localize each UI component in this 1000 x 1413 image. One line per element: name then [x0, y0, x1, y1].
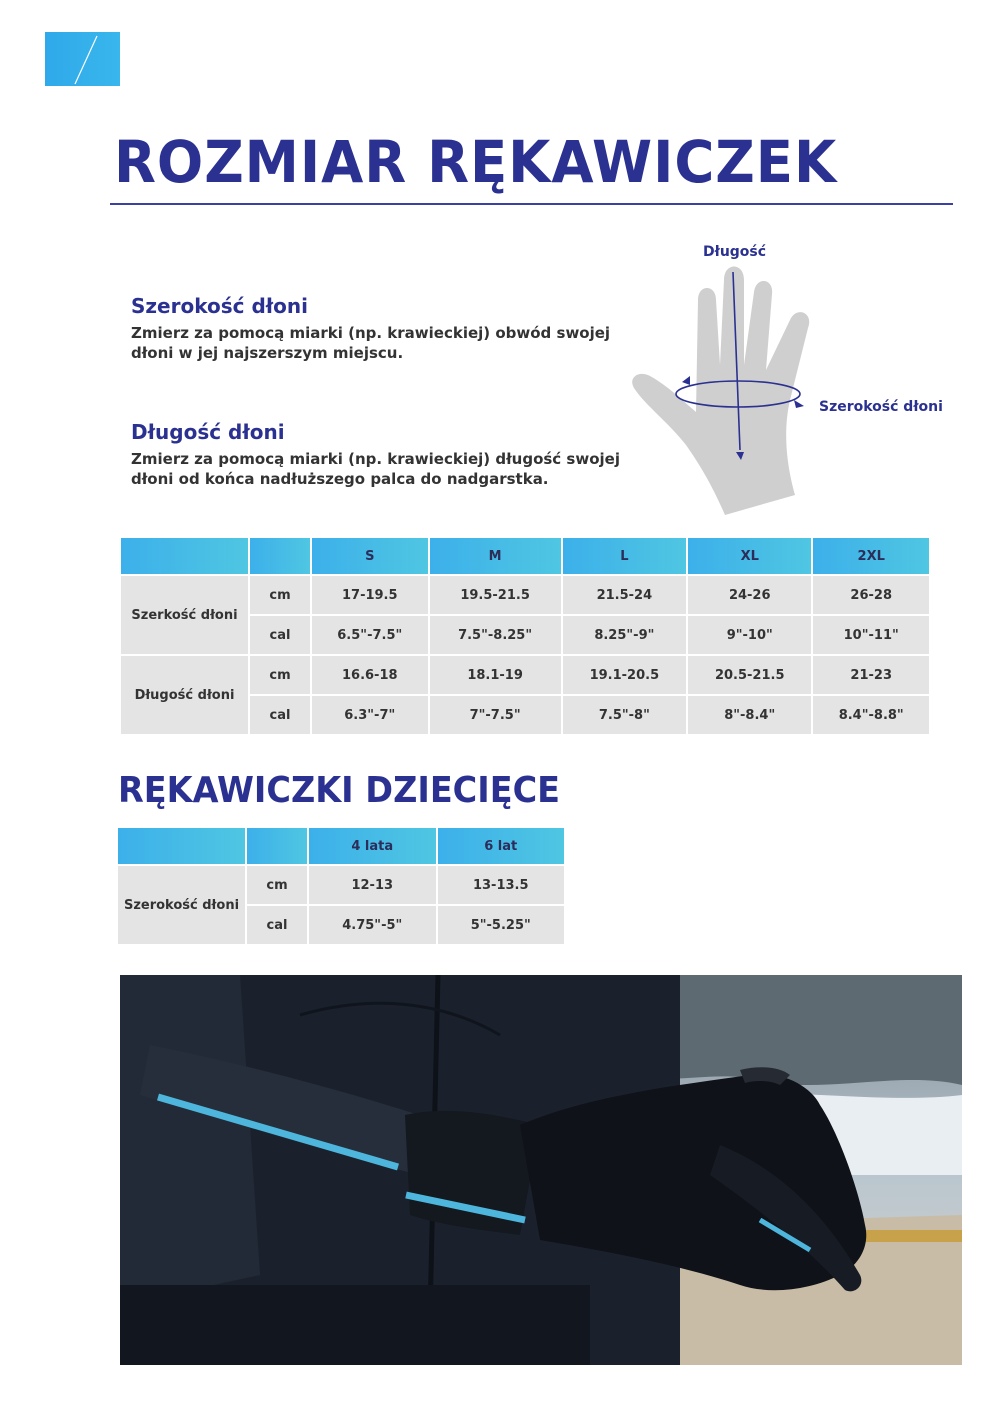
value-cell: 6.5"-7.5"	[312, 616, 428, 654]
unit-cell: cal	[250, 696, 310, 734]
row-group-width: Szerokość dłoni	[118, 866, 245, 944]
slash-decoration-icon	[45, 32, 120, 86]
row-group-length: Długość dłoni	[121, 656, 248, 734]
page-number-tab	[45, 32, 158, 107]
value-cell: 21.5-24	[563, 576, 686, 614]
unit-cell: cm	[247, 866, 307, 904]
width-label: Szerokość dłoni	[819, 399, 943, 415]
value-cell: 9"-10"	[688, 616, 811, 654]
kids-size-table	[116, 826, 566, 946]
gloves-photo	[120, 975, 962, 1365]
length-instructions: Zmierz za pomocą miarki (np. krawieckiej) długość swojej dłoni od końca nadłuższego palca do nadgarstka.	[131, 450, 620, 488]
table-row	[118, 866, 564, 904]
unit-cell: cal	[250, 616, 310, 654]
value-cell: 16.6-18	[312, 656, 428, 694]
value-cell: 7.5"-8"	[563, 696, 686, 734]
size-header-l: L	[563, 538, 686, 574]
value-cell: 7.5"-8.25"	[430, 616, 561, 654]
value-cell: 17-19.5	[312, 576, 428, 614]
value-cell: 26-28	[813, 576, 929, 614]
size-header-4-lata: 4 lata	[309, 828, 436, 864]
table-row	[121, 656, 929, 694]
value-cell: 5"-5.25"	[438, 906, 565, 944]
gloves-photo-icon	[120, 975, 962, 1365]
value-cell: 6.3"-7"	[312, 696, 428, 734]
value-cell: 21-23	[813, 656, 929, 694]
page-title: ROZMIAR RĘKAWICZEK	[114, 128, 838, 196]
hand-measurement-diagram	[620, 240, 980, 530]
row-group-width: Szerkość dłoni	[121, 576, 248, 654]
value-cell: 24-26	[688, 576, 811, 614]
page-number: 21	[142, 94, 158, 107]
value-cell: 8.25"-9"	[563, 616, 686, 654]
value-cell: 19.1-20.5	[563, 656, 686, 694]
width-heading: Szerokość dłoni	[131, 294, 309, 318]
header-blank	[250, 538, 310, 574]
title-divider	[110, 203, 953, 205]
size-header-xl: XL	[688, 538, 811, 574]
value-cell: 12-13	[309, 866, 436, 904]
value-cell: 8.4"-8.8"	[813, 696, 929, 734]
value-cell: 4.75"-5"	[309, 906, 436, 944]
table-header-row	[118, 828, 564, 864]
value-cell: 8"-8.4"	[688, 696, 811, 734]
length-heading: Długość dłoni	[131, 420, 285, 444]
size-header-m: M	[430, 538, 561, 574]
size-header-2xl: 2XL	[813, 538, 929, 574]
value-cell: 19.5-21.5	[430, 576, 561, 614]
value-cell: 10"-11"	[813, 616, 929, 654]
length-label: Długość	[703, 244, 767, 260]
header-blank	[121, 538, 248, 574]
table-row	[121, 576, 929, 614]
size-header-6-lat: 6 lat	[438, 828, 565, 864]
value-cell: 7"-7.5"	[430, 696, 561, 734]
unit-cell: cm	[250, 576, 310, 614]
value-cell: 13-13.5	[438, 866, 565, 904]
value-cell: 18.1-19	[430, 656, 561, 694]
kids-title: RĘKAWICZKI DZIECIĘCE	[118, 770, 561, 811]
adult-size-table	[119, 536, 931, 736]
header-blank	[118, 828, 245, 864]
unit-cell: cal	[247, 906, 307, 944]
unit-cell: cm	[250, 656, 310, 694]
table-header-row	[121, 538, 929, 574]
header-blank	[247, 828, 307, 864]
value-cell: 20.5-21.5	[688, 656, 811, 694]
size-header-s: S	[312, 538, 428, 574]
width-instructions: Zmierz za pomocą miarki (np. krawieckiej) obwód swojej dłoni w jej najszerszym miejscu.	[131, 324, 611, 362]
hand-icon	[620, 240, 980, 530]
